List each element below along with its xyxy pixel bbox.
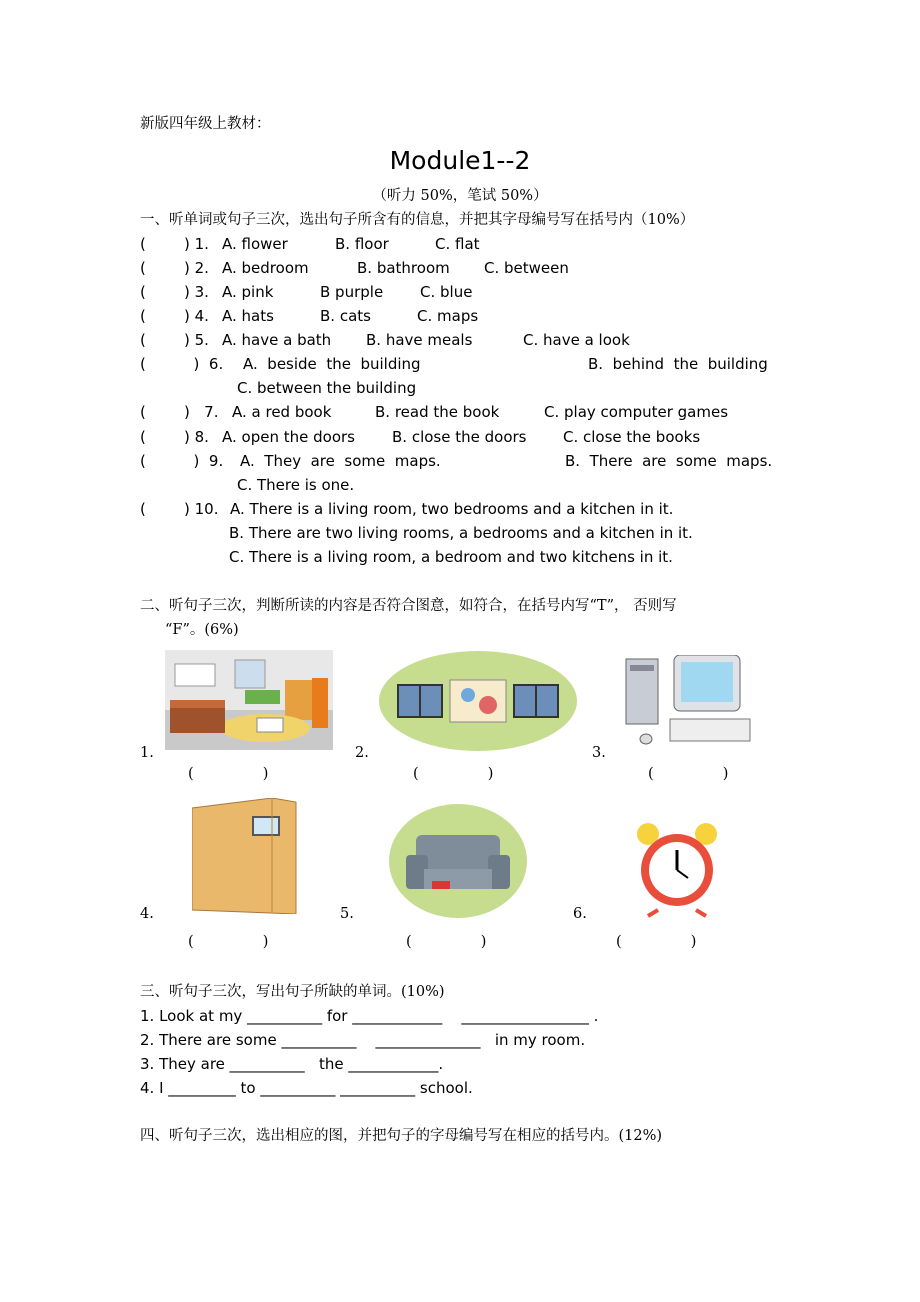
bedroom-picture <box>165 650 333 750</box>
answer-blank[interactable]: ( ) 4. <box>140 307 209 325</box>
answer-blank[interactable]: ( ) 6. <box>140 355 224 373</box>
option-c: C. between the building <box>237 379 417 397</box>
option-a: A. beside the building <box>243 355 421 373</box>
answer-blank[interactable]: ( ) <box>188 934 269 950</box>
wall-map-picture <box>378 650 578 752</box>
option-a: A. a red book <box>232 403 332 421</box>
section1-heading: 一、听单词或句子三次，选出句子所含有的信息，并把其字母编号写在括号内（10%） <box>140 212 695 228</box>
option-b: B. floor <box>335 235 389 253</box>
option-b: B. behind the building <box>588 355 768 373</box>
option-a: A. flower <box>222 235 288 253</box>
fill-in-line[interactable]: 4. I _________ to __________ __________ school. <box>140 1079 473 1097</box>
section4-heading: 四、听句子三次，选出相应的图，并把句子的字母编号写在相应的括号内。(12%) <box>140 1128 663 1144</box>
option-b: B. close the doors <box>392 428 527 446</box>
option-b: B. There are some maps. <box>565 452 773 470</box>
fill-in-line[interactable]: 1. Look at my __________ for ____________ _________________ . <box>140 1007 599 1025</box>
option-c: C. close the books <box>563 428 701 446</box>
section2-heading: 二、听句子三次，判断所读的内容是否符合图意，如符合，在括号内写“T”， 否则写 <box>140 598 677 614</box>
armchair-picture <box>388 803 528 919</box>
answer-blank[interactable]: ( ) 10. <box>140 500 219 518</box>
picture-label: 2. <box>355 745 369 761</box>
option-a: A. hats <box>222 307 274 325</box>
option-a: A. There is a living room, two bedrooms and a kitchen in it. <box>230 500 674 518</box>
section2-heading-cont: “F”。(6%) <box>165 622 239 638</box>
fill-in-line[interactable]: 3. They are __________ the ____________. <box>140 1055 444 1073</box>
section3-heading: 三、听句子三次，写出句子所缺的单词。(10%) <box>140 984 445 1000</box>
answer-blank[interactable]: ( ) 1. <box>140 235 209 253</box>
answer-blank[interactable]: ( ) <box>406 934 487 950</box>
option-c: C. between <box>484 259 569 277</box>
option-c: C. There is one. <box>237 476 355 494</box>
picture-label: 5. <box>340 906 354 922</box>
option-a: A. have a bath <box>222 331 332 349</box>
answer-blank[interactable]: ( ) <box>188 766 269 782</box>
answer-blank[interactable]: ( ) 2. <box>140 259 209 277</box>
answer-blank[interactable]: ( ) 3. <box>140 283 209 301</box>
picture-label: 3. <box>592 745 606 761</box>
picture-label: 6. <box>573 906 587 922</box>
alarm-clock-picture <box>618 822 736 918</box>
answer-blank[interactable]: ( ) <box>648 766 729 782</box>
option-b: B purple <box>320 283 384 301</box>
option-c: C. There is a living room, a bedroom and two kitchens in it. <box>229 548 673 566</box>
option-b: B. read the book <box>375 403 500 421</box>
fill-in-line[interactable]: 2. There are some __________ ______________ in my room. <box>140 1031 586 1049</box>
option-b: B. have meals <box>366 331 473 349</box>
page-title: Module1--2 <box>389 146 531 175</box>
door-picture <box>192 798 298 914</box>
picture-label: 4. <box>140 906 154 922</box>
answer-blank[interactable]: ( ) 5. <box>140 331 209 349</box>
page-subtitle: （听力 50%，笔试 50%） <box>372 188 548 204</box>
option-b: B. cats <box>320 307 371 325</box>
option-c: C. have a look <box>523 331 630 349</box>
option-a: A. They are some maps. <box>240 452 441 470</box>
option-a: A. bedroom <box>222 259 309 277</box>
option-c: C. flat <box>435 235 480 253</box>
option-c: C. play computer games <box>544 403 729 421</box>
computer-picture <box>618 655 752 747</box>
answer-blank[interactable]: ( ) <box>413 766 494 782</box>
answer-blank[interactable]: ( ) 8. <box>140 428 209 446</box>
option-b: B. There are two living rooms, a bedrooms and a kitchen in it. <box>229 524 693 542</box>
option-c: C. blue <box>420 283 473 301</box>
answer-blank[interactable]: ( ) 9. <box>140 452 224 470</box>
option-a: A. pink <box>222 283 274 301</box>
answer-blank[interactable]: ( ) 7. <box>140 403 219 421</box>
option-b: B. bathroom <box>357 259 450 277</box>
picture-label: 1. <box>140 745 154 761</box>
answer-blank[interactable]: ( ) <box>616 934 697 950</box>
option-a: A. open the doors <box>222 428 355 446</box>
header-note: 新版四年级上教材： <box>140 116 271 132</box>
option-c: C. maps <box>417 307 479 325</box>
